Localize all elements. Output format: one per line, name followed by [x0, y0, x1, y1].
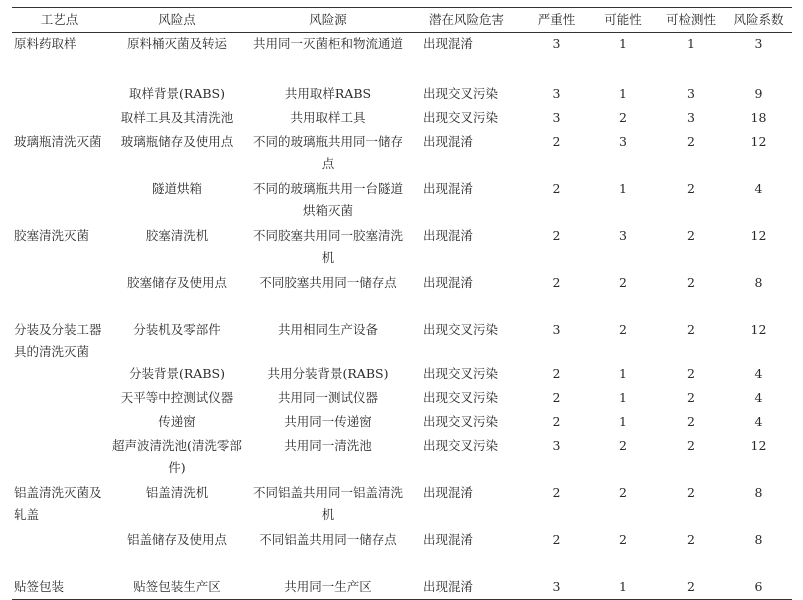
- cell-process-point: 胶塞清洗灭菌: [14, 227, 90, 243]
- cell-process-point: [12, 387, 107, 411]
- header-severity: 严重性: [524, 8, 589, 33]
- cell-risk-point: 隧道烘箱: [151, 180, 202, 196]
- cell-probability: 1: [619, 413, 627, 429]
- table-row: [12, 411, 792, 435]
- cell-risk-source: 共用取样RABS: [284, 85, 372, 101]
- cell-risk-point: 分装机及零部件: [133, 321, 221, 337]
- cell-severity: 2: [552, 531, 561, 547]
- cell-probability: 1: [619, 36, 627, 51]
- cell-risk-point: 超声波清洗池(清洗零部件): [112, 437, 242, 475]
- cell-risk-source: 不同胶塞共用同一储存点: [259, 274, 397, 290]
- cell-probability: 1: [619, 180, 627, 196]
- table-row: [12, 107, 792, 131]
- cell-process-point: 玻璃瓶清洗灭菌: [14, 133, 102, 149]
- cell-probability: 2: [619, 109, 627, 125]
- cell-potential-harm: 出现混淆: [423, 227, 474, 243]
- header-risk-source: 风险源: [247, 8, 409, 33]
- cell-severity: 2: [552, 389, 561, 405]
- cell-risk-point: 玻璃瓶储存及使用点: [120, 133, 234, 149]
- cell-risk-source: 不同胶塞共用同一胶塞清洗机: [252, 227, 403, 265]
- cell-severity: 3: [552, 36, 561, 51]
- cell-risk-source: 共用同一灭菌柜和物流通道: [252, 36, 403, 51]
- cell-process-point: [12, 107, 107, 131]
- cell-detectability: 2: [687, 365, 695, 381]
- cell-risk-source: 不同铝盖共用同一储存点: [259, 531, 397, 547]
- cell-probability: 1: [619, 365, 627, 381]
- table-row: [12, 225, 792, 272]
- cell-process-point: [12, 83, 107, 107]
- cell-potential-harm: 出现交叉污染: [423, 413, 499, 429]
- cell-probability: 1: [619, 85, 627, 101]
- header-potential-harm: 潜在风险危害: [409, 8, 524, 33]
- cell-potential-harm: 出现混淆: [423, 274, 474, 290]
- cell-detectability: 2: [687, 389, 695, 405]
- cell-risk-coefficient: 18: [750, 109, 767, 125]
- table-row: [12, 319, 792, 363]
- cell-probability: 1: [619, 389, 627, 405]
- cell-risk-point: 取样背景(RABS): [129, 85, 225, 101]
- cell-detectability: 1: [687, 36, 695, 51]
- cell-risk-point: 胶塞储存及使用点: [126, 274, 227, 290]
- cell-severity: 3: [552, 85, 561, 101]
- cell-detectability: 2: [687, 531, 695, 547]
- cell-risk-point: 原料桶灭菌及转运: [126, 36, 227, 51]
- cell-risk-source: 共用同一传递窗: [284, 413, 372, 429]
- cell-potential-harm: 出现交叉污染: [423, 389, 499, 405]
- cell-severity: 2: [552, 365, 561, 381]
- cell-probability: 2: [619, 484, 627, 500]
- cell-detectability: 2: [687, 413, 695, 429]
- cell-potential-harm: 出现混淆: [423, 36, 474, 51]
- cell-risk-source: 共用取样工具: [290, 109, 366, 125]
- cell-risk-source: 共用相同生产设备: [277, 321, 378, 337]
- table-row: [12, 387, 792, 411]
- cell-severity: 2: [552, 274, 561, 290]
- cell-severity: 2: [552, 180, 561, 196]
- table-row: [12, 33, 792, 83]
- table-row: [12, 178, 792, 225]
- cell-risk-source: 不同的玻璃瓶共用一台隧道烘箱灭菌: [252, 180, 403, 218]
- cell-probability: 2: [619, 531, 627, 547]
- cell-risk-coefficient: 9: [754, 85, 763, 101]
- cell-risk-coefficient: 4: [754, 180, 763, 196]
- cell-process-point: [12, 411, 107, 435]
- cell-risk-coefficient: 4: [754, 413, 763, 429]
- cell-process-point: [12, 272, 107, 319]
- cell-process-point: [12, 178, 107, 225]
- cell-risk-point: 胶塞清洗机: [145, 227, 209, 243]
- table-row: [12, 482, 792, 529]
- risk-assessment-table: [12, 7, 792, 600]
- cell-severity: 2: [552, 227, 561, 243]
- cell-potential-harm: 出现混淆: [423, 180, 474, 196]
- cell-potential-harm: 出现交叉污染: [423, 85, 499, 101]
- cell-potential-harm: 出现混淆: [423, 133, 474, 149]
- cell-risk-coefficient: 8: [754, 484, 763, 500]
- cell-probability: 2: [619, 437, 627, 453]
- cell-detectability: 2: [687, 437, 695, 453]
- cell-severity: 2: [552, 484, 561, 500]
- cell-probability: 3: [619, 133, 627, 149]
- cell-risk-source: 不同铝盖共用同一铝盖清洗机: [252, 484, 403, 522]
- cell-risk-point: 分装背景(RABS): [129, 365, 225, 381]
- cell-risk-point: 铝盖清洗机: [145, 484, 209, 500]
- cell-process-point: 分装及分装工器具的清洗灭菌: [14, 321, 102, 359]
- cell-risk-source: 共用同一测试仪器: [277, 389, 378, 405]
- cell-detectability: 2: [687, 274, 695, 290]
- cell-severity: 3: [552, 321, 561, 337]
- cell-risk-point: 传递窗: [158, 413, 196, 429]
- table-row: [12, 363, 792, 387]
- header-process-point: 工艺点: [12, 8, 107, 33]
- cell-risk-coefficient: 12: [750, 227, 767, 243]
- cell-potential-harm: 出现交叉污染: [423, 437, 499, 453]
- cell-potential-harm: 出现交叉污染: [423, 365, 499, 381]
- cell-potential-harm: 出现混淆: [423, 531, 474, 547]
- cell-potential-harm: 出现混淆: [423, 484, 474, 500]
- cell-severity: 3: [552, 437, 561, 453]
- table-row: [12, 435, 792, 482]
- cell-risk-coefficient: 4: [754, 365, 763, 381]
- cell-risk-point: 铝盖储存及使用点: [126, 531, 227, 547]
- cell-risk-source: 不同的玻璃瓶共用同一储存点: [252, 133, 403, 171]
- table-row: [12, 131, 792, 178]
- cell-risk-point: 取样工具及其清洗池: [120, 109, 234, 125]
- header-detectability: 可检测性: [657, 8, 725, 33]
- cell-severity: 2: [552, 413, 561, 429]
- cell-risk-coefficient: 12: [750, 321, 767, 337]
- cell-risk-coefficient: 4: [754, 389, 763, 405]
- cell-probability: 2: [619, 274, 627, 290]
- cell-severity: 2: [552, 133, 561, 149]
- cell-risk-point: 天平等中控测试仪器: [120, 389, 234, 405]
- cell-risk-coefficient: 12: [750, 437, 767, 453]
- cell-process-point: [12, 529, 107, 576]
- header-probability: 可能性: [589, 8, 657, 33]
- cell-potential-harm: 出现交叉污染: [423, 109, 499, 125]
- cell-detectability: 3: [687, 109, 695, 125]
- cell-potential-harm: 出现交叉污染: [423, 321, 499, 337]
- table-row: [12, 529, 792, 576]
- cell-severity: 3: [524, 576, 589, 600]
- cell-process-point: [12, 363, 107, 387]
- table-header-row: [12, 8, 792, 33]
- cell-probability: 1: [589, 576, 657, 600]
- cell-detectability: 2: [687, 321, 695, 337]
- header-risk-coefficient: 风险系数: [725, 8, 792, 33]
- table-row: [12, 83, 792, 107]
- cell-severity: 3: [552, 109, 561, 125]
- cell-process-point: 铝盖清洗灭菌及轧盖: [14, 484, 102, 522]
- cell-risk-coefficient: 8: [754, 531, 763, 547]
- cell-detectability: 3: [687, 85, 695, 101]
- cell-risk-point: 贴签包装生产区: [107, 576, 247, 600]
- cell-process-point: [12, 435, 107, 482]
- cell-risk-source: 共用分装背景(RABS): [267, 365, 389, 381]
- cell-risk-coefficient: 3: [754, 36, 763, 51]
- cell-detectability: 2: [687, 133, 695, 149]
- cell-detectability: 2: [687, 227, 695, 243]
- cell-probability: 2: [619, 321, 627, 337]
- table-row: [12, 576, 792, 600]
- cell-risk-coefficient: 12: [750, 133, 767, 149]
- header-risk-point: 风险点: [107, 8, 247, 33]
- table-row: [12, 272, 792, 319]
- cell-risk-source: 共用同一清洗池: [284, 437, 372, 453]
- cell-potential-harm: 出现混淆: [409, 576, 524, 600]
- cell-risk-coefficient: 6: [725, 576, 792, 600]
- cell-risk-coefficient: 8: [754, 274, 763, 290]
- cell-probability: 3: [619, 227, 627, 243]
- cell-risk-source: 共用同一生产区: [247, 576, 409, 600]
- cell-detectability: 2: [687, 180, 695, 196]
- cell-detectability: 2: [657, 576, 725, 600]
- cell-detectability: 2: [687, 484, 695, 500]
- cell-process-point: 贴签包装: [12, 576, 107, 600]
- cell-process-point: 原料药取样: [14, 36, 77, 51]
